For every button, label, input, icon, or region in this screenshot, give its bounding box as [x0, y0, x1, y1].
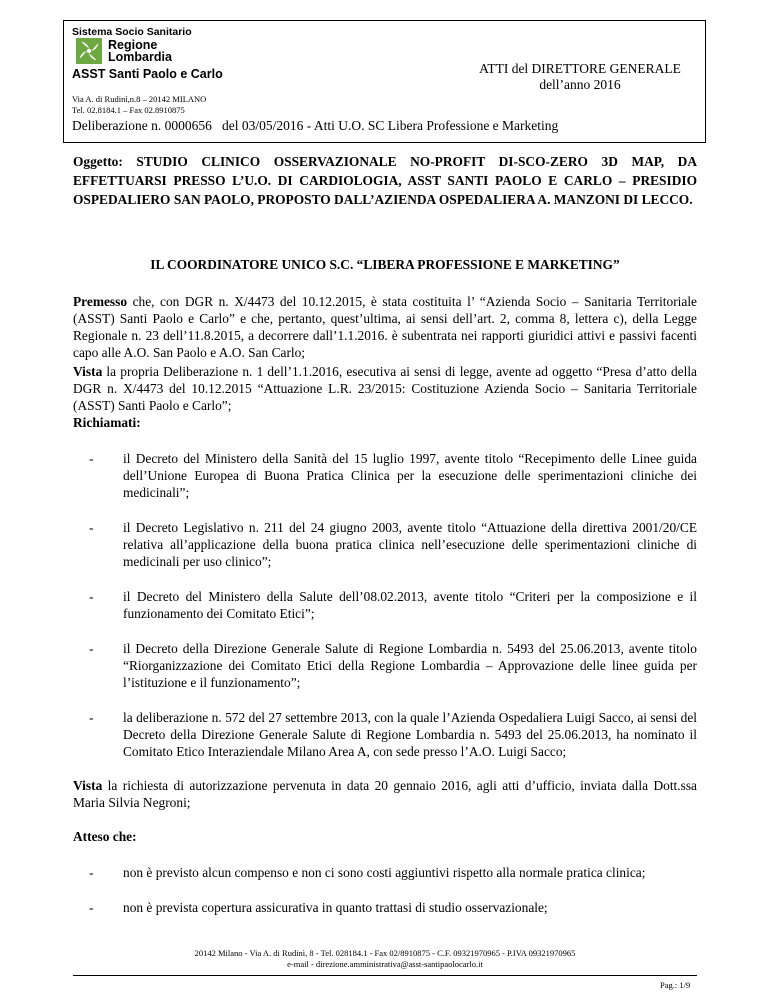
list-dash: - [89, 589, 94, 604]
premesso-text: che, con DGR n. X/4473 del 10.12.2015, è stata costituita l’ “Azienda Socio – Sanitaria Territoriale (ASST) Santi Paolo e Carlo” e che, pertanto, quest’ultima, ai sensi dell’art. 2, comma 8, lettera c), della Legge Regionale n. 23 dell’11.8.2015, a decorrere dall’1.1.2016. è subentrata nei rapporti giuridici attivi e passivi facenti capo alle A.O. San Paolo e A.O. San Carlo; [73, 294, 697, 360]
footer-divider [73, 975, 697, 976]
vista-text-1: la propria Deliberazione n. 1 dell’1.1.2016, esecutiva ai sensi di legge, avente ad oggetto “Presa d’atto della DGR n. X/4473 del 10.12.2015 “Attuazione L.R. 23/2015: Costituzione Azienda Socio – Sanitaria Territoriale (ASST) Santi Paolo e Carlo”; [73, 364, 697, 413]
vista-paragraph-1 [73, 363, 697, 414]
page-number: Pag.: 1/9 [660, 980, 691, 990]
vista-lead-2: Vista [73, 778, 103, 793]
list-item-text: il Decreto del Ministero della Salute dell’08.02.2013, avente titolo “Criteri per la composizione e il funzionamento dei Comitato Etici”; [123, 589, 697, 621]
region-name-line1: Regione [108, 38, 158, 52]
list-dash: - [89, 520, 94, 535]
vista-text-2: la richiesta di autorizzazione pervenuta in data 20 gennaio 2016, agli atti d’ufficio, inviata dalla Dott.ssa Maria Silvia Negroni; [73, 778, 697, 810]
list-dash: - [89, 865, 94, 880]
address-line1: Via A. di Rudinì,n.8 – 20142 MILANO [72, 94, 207, 104]
list-item-text: il Decreto della Direzione Generale Salute di Regione Lombardia n. 5493 del 25.06.2013, avente titolo “Riorganizzazione dei Comitato Etici della Regione Lombardia – Approvazione delle linee guida per l’istituzione e il funzionamento”; [123, 641, 697, 690]
vista-lead-1: Vista [73, 364, 103, 379]
region-name-line2: Lombardia [108, 50, 172, 64]
regione-lombardia-logo-icon [76, 38, 102, 64]
atteso-label: Atteso che: [73, 829, 137, 844]
coordinatore-heading: IL COORDINATORE UNICO S.C. “LIBERA PROFESSIONE E MARKETING” [150, 257, 620, 272]
list-dash: - [89, 451, 94, 466]
list-dash: - [89, 641, 94, 656]
address-line2: Tel. 02.8184.1 – Fax 02.8910875 [72, 105, 185, 115]
footer-contact [73, 948, 697, 970]
deliberazione-line: Deliberazione n. 0000656 del 03/05/2016 - Atti U.O. SC Libera Professione e Marketing [72, 118, 559, 133]
vista-paragraph-2 [73, 777, 697, 811]
premesso-paragraph [73, 293, 697, 361]
atti-title-line1: ATTI del DIRETTORE GENERALE [479, 61, 681, 76]
footer-line1: 20142 Milano - Via A. di Rudinì, 8 - Tel. 028184.1 - Fax 02/8910875 - C.F. 09321970965 - P.IVA 09321970965 [194, 948, 576, 958]
list-item-text: il Decreto Legislativo n. 211 del 24 giugno 2003, avente titolo “Attuazione della direttiva 2001/20/CE relativa all’applicazione della buona pratica clinica nell’esecuzione delle sperimentazioni cliniche di medicinali per uso clinico”; [123, 520, 697, 569]
list-dash: - [89, 900, 94, 915]
premesso-lead: Premesso [73, 294, 128, 309]
region-name [108, 39, 172, 63]
list-item-text: non è prevista copertura assicurativa in quanto trattasi di studio osservazionale; [123, 900, 548, 915]
oggetto-text: Oggetto: STUDIO CLINICO OSSERVAZIONALE NO-PROFIT DI-SCO-ZERO 3D MAP, DA EFFETTUARSI PRESSO L’U.O. DI CARDIOLOGIA, ASST SANTI PAOLO E CARLO – PRESIDIO OSPEDALIERO SAN PAOLO, PROPOSTO DALL’AZIENDA OSPEDALIERA A. MANZONI DI LECCO. [73, 154, 697, 207]
atti-title [465, 61, 695, 93]
list-item-text: la deliberazione n. 572 del 27 settembre 2013, con la quale l’Azienda Ospedaliera Luigi Sacco, ai sensi del Decreto della Direzione Generale Salute di Regione Lombardia n. 5493 del 25.06.2013, ha nominato il Comitato Etico Interaziendale Milano Area A, con sede presso l’A.O. Luigi Sacco; [123, 710, 697, 759]
atti-title-line2: dell’anno 2016 [539, 77, 621, 92]
richiamati-label: Richiamati: [73, 415, 141, 430]
asst-name: ASST Santi Paolo e Carlo [72, 67, 223, 81]
list-dash: - [89, 710, 94, 725]
address-block [72, 94, 206, 116]
footer-line2: e-mail - direzione.amministrativa@asst-santipaolocarlo.it [287, 959, 483, 969]
list-item-text: il Decreto del Ministero della Sanità del 15 luglio 1997, avente titolo “Recepimento delle Linee guida dell’Unione Europea di Buona Pratica Clinica per la esecuzione delle sperimentazioni cliniche dei medicinali”; [123, 451, 697, 500]
list-item-text: non è previsto alcun compenso e non ci sono costi aggiuntivi rispetto alla normale pratica clinica; [123, 865, 646, 880]
brand-top-label: Sistema Socio Sanitario [72, 26, 192, 38]
